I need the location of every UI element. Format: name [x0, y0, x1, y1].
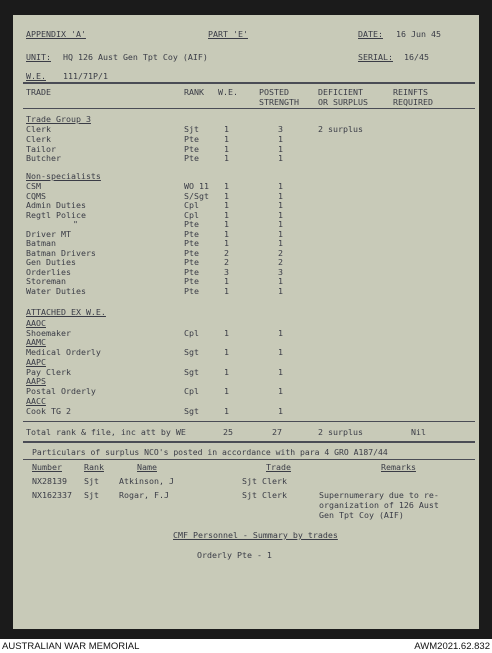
- surplus-row-1-trade: Sjt Clerk: [242, 476, 287, 486]
- cell-we: 1: [224, 144, 229, 154]
- surplus-row-2-trade: Sjt Clerk: [242, 490, 287, 500]
- surplus-title: Particulars of surplus NCO's posted in accordance with para 4 GRO A187/44: [32, 447, 388, 457]
- surplus-col-name: Name: [137, 462, 157, 472]
- cell-we: 1: [224, 386, 229, 396]
- cell-trade: Clerk: [26, 124, 51, 134]
- surplus-row-1-rank: Sjt: [84, 476, 99, 486]
- cell-rank: Pte: [184, 134, 199, 144]
- cell-trade: Gen Duties: [26, 257, 76, 267]
- cell-rank: Pte: [184, 229, 199, 239]
- trade-row: [13, 125, 479, 135]
- trade-row: [13, 135, 479, 145]
- cell-posted: 1: [278, 200, 283, 210]
- cell-posted: 1: [278, 134, 283, 144]
- cell-posted: 2: [278, 257, 283, 267]
- cell-rank: Sgt: [184, 347, 199, 357]
- surplus-row-2-rank: Sjt: [84, 490, 99, 500]
- cell-we: 1: [224, 238, 229, 248]
- surplus-top-rule: [23, 441, 475, 443]
- footer-institution: AUSTRALIAN WAR MEMORIAL: [2, 641, 140, 652]
- surplus-row-2-remarks-3: Gen Tpt Coy (AIF): [319, 510, 404, 520]
- cell-trade: Non-specialists: [26, 171, 101, 181]
- col-deficient: DEFICIENT: [318, 87, 363, 97]
- cell-rank: Pte: [184, 248, 199, 258]
- cell-rank: Pte: [184, 276, 199, 286]
- cell-we: 2: [224, 257, 229, 267]
- cell-rank: S/Sgt: [184, 191, 209, 201]
- cell-trade: Driver MT: [26, 229, 71, 239]
- cell-trade: Butcher: [26, 153, 61, 163]
- corps-heading: AACC: [26, 396, 46, 406]
- cell-rank: Pte: [184, 286, 199, 296]
- cell-we: 1: [224, 191, 229, 201]
- cell-rank: Sjt: [184, 124, 199, 134]
- cell-rank: Pte: [184, 219, 199, 229]
- surplus-row-1-number: NX28139: [32, 476, 67, 486]
- cell-we: 1: [224, 219, 229, 229]
- cell-posted: 1: [278, 238, 283, 248]
- cell-posted: 1: [278, 406, 283, 416]
- total-we: 25: [223, 427, 233, 437]
- serial-value: 16/45: [404, 52, 429, 62]
- trade-row: [13, 220, 479, 230]
- cell-trade: ": [73, 219, 78, 229]
- cell-posted: 1: [278, 286, 283, 296]
- cell-trade: Postal Orderly: [26, 386, 96, 396]
- corps-heading: AAPS: [26, 376, 46, 386]
- cell-trade: Shoemaker: [26, 328, 71, 338]
- trade-row: [13, 258, 479, 268]
- cell-posted: 1: [278, 276, 283, 286]
- total-reinfts: Nil: [411, 427, 426, 437]
- total-rule: [23, 421, 475, 422]
- cell-we: 3: [224, 267, 229, 277]
- total-label: Total rank & file, inc att by WE: [26, 427, 186, 437]
- cell-we: 1: [224, 328, 229, 338]
- unit-value: HQ 126 Aust Gen Tpt Coy (AIF): [63, 52, 208, 62]
- header-rule: [23, 82, 475, 84]
- cell-posted: 1: [278, 210, 283, 220]
- surplus-row-2-remarks-1: Supernumerary due to re-: [319, 490, 439, 500]
- cell-posted: 1: [278, 153, 283, 163]
- cell-trade: Clerk: [26, 134, 51, 144]
- cell-rank: Cpl: [184, 386, 199, 396]
- appendix-label: APPENDIX 'A': [26, 29, 86, 39]
- column-rule: [23, 108, 475, 109]
- cell-posted: 1: [278, 367, 283, 377]
- col-strength: STRENGTH: [259, 97, 299, 107]
- cell-trade: CSM: [26, 181, 41, 191]
- cell-we: 1: [224, 124, 229, 134]
- cell-rank: Pte: [184, 238, 199, 248]
- corps-heading: AAPC: [26, 357, 46, 367]
- archive-footer: [0, 639, 492, 653]
- trade-row: [13, 154, 479, 164]
- cell-deficient: 2 surplus: [318, 124, 363, 134]
- surplus-col-number: Number: [32, 462, 62, 472]
- unit-label: UNIT:: [26, 52, 51, 62]
- cell-posted: 3: [278, 124, 283, 134]
- cell-rank: Pte: [184, 153, 199, 163]
- date-value: 16 Jun 45: [396, 29, 441, 39]
- attached-row: [13, 407, 479, 417]
- cell-trade: Batman Drivers: [26, 248, 96, 258]
- cell-we: 1: [224, 134, 229, 144]
- surplus-row-2-name: Rogar, F.J: [119, 490, 169, 500]
- cell-trade: Cook TG 2: [26, 406, 71, 416]
- cell-posted: 1: [278, 347, 283, 357]
- cell-we: 1: [224, 210, 229, 220]
- cell-rank: Cpl: [184, 328, 199, 338]
- date-label: DATE:: [358, 29, 383, 39]
- serial-label: SERIAL:: [358, 52, 393, 62]
- cell-trade: Water Duties: [26, 286, 86, 296]
- cell-rank: Sgt: [184, 367, 199, 377]
- cell-trade: Regtl Police: [26, 210, 86, 220]
- total-posted: 27: [272, 427, 282, 437]
- cell-we: 1: [224, 406, 229, 416]
- surplus-col-remarks: Remarks: [381, 462, 416, 472]
- col-we: W.E.: [218, 87, 238, 97]
- cell-rank: Cpl: [184, 210, 199, 220]
- attached-row: [13, 329, 479, 339]
- section-heading-row: [13, 115, 479, 125]
- cell-we: 1: [224, 181, 229, 191]
- cell-trade: Medical Orderly: [26, 347, 101, 357]
- we-value: 111/71P/1: [63, 71, 108, 81]
- cell-posted: 1: [278, 219, 283, 229]
- section-heading-row: [13, 172, 479, 182]
- cell-trade: Batman: [26, 238, 56, 248]
- surplus-col-trade: Trade: [266, 462, 291, 472]
- cell-posted: 3: [278, 267, 283, 277]
- cell-posted: 2: [278, 248, 283, 258]
- cell-we: 2: [224, 248, 229, 258]
- cell-we: 1: [224, 229, 229, 239]
- surplus-row-1-name: Atkinson, J: [119, 476, 174, 486]
- col-reinfts: REINFTS: [393, 87, 428, 97]
- cell-rank: WO 11: [184, 181, 209, 191]
- corps-heading: AAOC: [26, 318, 46, 328]
- cell-rank: Pte: [184, 257, 199, 267]
- cell-trade: Trade Group 3: [26, 114, 91, 124]
- footer-accession: AWM2021.62.832: [414, 641, 490, 652]
- cell-we: 1: [224, 347, 229, 357]
- cell-posted: 1: [278, 144, 283, 154]
- cell-rank: Sgt: [184, 406, 199, 416]
- trade-row: [13, 182, 479, 192]
- attached-row: [13, 348, 479, 358]
- cell-posted: 1: [278, 328, 283, 338]
- cmf-line: Orderly Pte - 1: [197, 550, 272, 560]
- document-page: [13, 15, 479, 629]
- cell-trade: CQMS: [26, 191, 46, 201]
- corps-heading: AAMC: [26, 337, 46, 347]
- attached-heading: ATTACHED EX W.E.: [26, 307, 106, 317]
- cell-we: 1: [224, 276, 229, 286]
- cell-trade: Pay Clerk: [26, 367, 71, 377]
- cell-we: 1: [224, 153, 229, 163]
- cell-posted: 1: [278, 229, 283, 239]
- attached-row: [13, 387, 479, 397]
- cell-trade: Tailor: [26, 144, 56, 154]
- trade-row: [13, 287, 479, 297]
- surplus-rule: [23, 459, 475, 460]
- cell-trade: Orderlies: [26, 267, 71, 277]
- cell-rank: Cpl: [184, 200, 199, 210]
- cell-rank: Pte: [184, 144, 199, 154]
- cell-rank: Pte: [184, 267, 199, 277]
- surplus-row-2-remarks-2: organization of 126 Aust: [319, 500, 439, 510]
- total-deficient: 2 surplus: [318, 427, 363, 437]
- col-required: REQUIRED: [393, 97, 433, 107]
- col-posted: POSTED: [259, 87, 289, 97]
- col-rank: RANK: [184, 87, 204, 97]
- cell-we: 1: [224, 367, 229, 377]
- cell-trade: Storeman: [26, 276, 66, 286]
- cmf-title: CMF Personnel - Summary by trades: [173, 530, 338, 540]
- part-label: PART 'E': [208, 29, 248, 39]
- cell-we: 1: [224, 286, 229, 296]
- cell-trade: Admin Duties: [26, 200, 86, 210]
- cell-we: 1: [224, 200, 229, 210]
- cell-posted: 1: [278, 191, 283, 201]
- col-trade: TRADE: [26, 87, 51, 97]
- surplus-row-2-number: NX162337: [32, 490, 72, 500]
- cell-posted: 1: [278, 181, 283, 191]
- we-label: W.E.: [26, 71, 46, 81]
- surplus-col-rank: Rank: [84, 462, 104, 472]
- col-surplus: OR SURPLUS: [318, 97, 368, 107]
- attached-row: [13, 368, 479, 378]
- cell-posted: 1: [278, 386, 283, 396]
